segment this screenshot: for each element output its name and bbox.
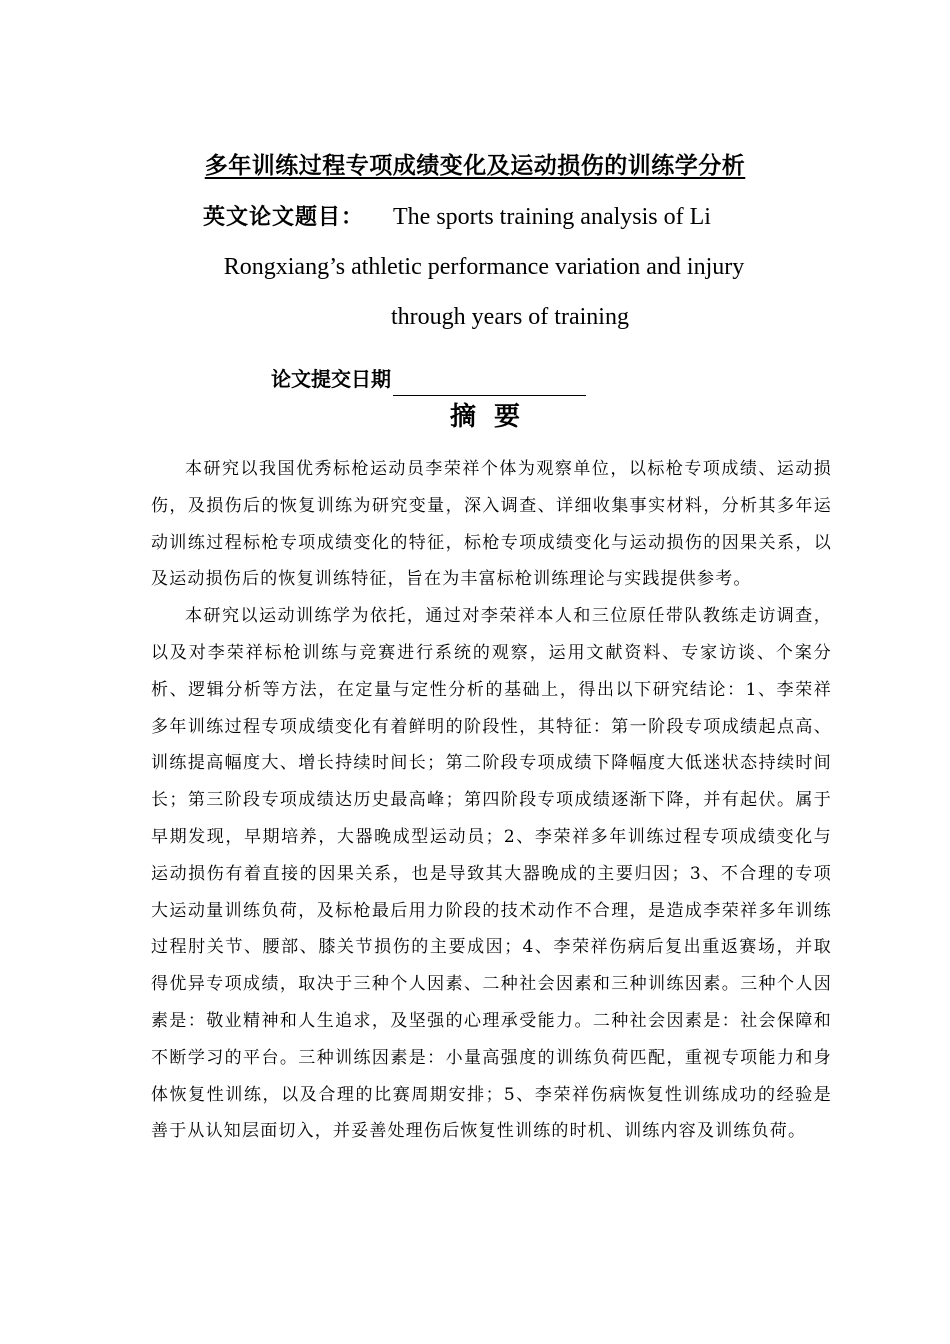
thesis-title-cn-text: 多年训练过程专项成绩变化及运动损伤的训练学分析 <box>204 152 746 179</box>
english-title-line-2: Rongxiang’s athletic performance variation and injury <box>223 254 745 280</box>
abstract-paragraph-2: 本研究以运动训练学为依托，通过对李荣祥本人和三位原任带队教练走访调查，以及对李荣祥标枪训练与竞赛进行系统的观察，运用文献资料、专家访谈、个案分析、逻辑分析等方法，在定量与定性分析的基础上，得出以下研究结论：1、李荣祥多年训练过程专项成绩变化有着鲜明的阶段性，其特征：第一阶段专项成绩起点高、训练提高幅度大、增长持续时间长；第二阶段专项成绩下降幅度大低迷状态持续时间长；第三阶段专项成绩达历史最高峰；第四阶段专项成绩逐渐下降，并有起伏。属于早期发现，早期培养，大器晚成型运动员；2、李荣祥多年训练过程专项成绩变化与运动损伤有着直接的因果关系，也是导致其大器晚成的主要归因；3、不合理的专项大运动量训练负荷，及标枪最后用力阶段的技术动作不合理，是造成李荣祥多年训练过程肘关节、腰部、膝关节损伤的主要成因；4、李荣祥伤病后复出重返赛场，并取得优异专项成绩，取决于三种个人因素、二种社会因素和三种训练因素。三种个人因素是：敬业精神和人生追求，及坚强的心理承受能力。二种社会因素是：社会保障和不断学习的平台。三种训练因素是：小量高强度的训练负荷匹配，重视专项能力和身体恢复性训练，以及合理的比赛周期安排；5、李荣祥伤病恢复性训练成功的经验是善于从认知层面切入，并妥善处理伤后恢复性训练的时机、训练内容及训练负荷。 <box>151 606 832 1142</box>
abstract-paragraph-1: 本研究以我国优秀标枪运动员李荣祥个体为观察单位，以标枪专项成绩、运动损伤，及损伤后的恢复训练为研究变量，深入调查、详细收集事实材料，分析其多年运动训练过程标枪专项成绩变化的特征，标枪专项成绩变化与运动损伤的因果关系，以及运动损伤后的恢复训练特征，旨在为丰富标枪训练理论与实践提供参考。 <box>151 459 832 590</box>
submission-date-label: 论文提交日期 <box>271 367 391 391</box>
thesis-title-cn <box>0 149 950 183</box>
submission-date-row <box>271 362 586 396</box>
abstract-body <box>151 451 832 1150</box>
abstract-heading: 摘 要 <box>449 402 521 432</box>
submission-date-blank <box>393 369 586 396</box>
english-title-label: 英文论文题目： <box>203 204 365 230</box>
english-title-line-3: through years of training <box>391 304 629 330</box>
english-title-line-1: The sports training analysis of Li <box>393 204 711 230</box>
